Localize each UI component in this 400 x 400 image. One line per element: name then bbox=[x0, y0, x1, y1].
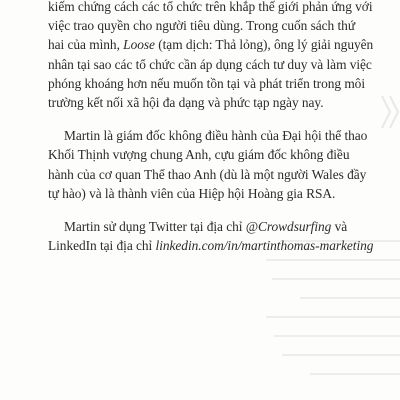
paragraph-2 bbox=[48, 126, 388, 203]
text-line: Martin sử dụng Twitter tại địa chỉ @Crowdsurfing và bbox=[64, 219, 348, 235]
paragraph-1 bbox=[48, 0, 388, 112]
linkedin-url: linkedin.com/in/martinthomas-marketing bbox=[155, 238, 374, 254]
twitter-handle: @Crowdsurfing bbox=[245, 219, 332, 235]
text-line: hành của cơ quan Thể thao Anh (dù là một người Wales đầy bbox=[48, 166, 367, 182]
text-line: LinkedIn tại địa chỉ linkedin.com/in/martinthomas-marketing bbox=[48, 238, 374, 254]
book-title-italic: Loose bbox=[123, 37, 155, 53]
body-text bbox=[48, 0, 388, 255]
show-through-lines bbox=[260, 240, 400, 400]
text-line: trường kết nối xã hội đa dạng và phức tạp ngày nay. bbox=[48, 95, 324, 111]
text-line: kiếm chứng cách các tổ chức trên khắp thế giới phản ứng với bbox=[48, 0, 373, 14]
text-line: tự hào) và là thành viên của Hiệp hội Hoàng gia RSA. bbox=[48, 185, 336, 201]
text-line: nhân tại sao các tổ chức cần áp dụng cách tư duy và làm việc bbox=[48, 56, 372, 72]
text-line: Martin là giám đốc không điều hành của Đại hội thể thao bbox=[64, 128, 368, 144]
text-line: hai của mình, Loose (tạm dịch: Thả lỏng), ông lý giải nguyên bbox=[48, 37, 374, 53]
text-line: Khối Thịnh vượng chung Anh, cựu giám đốc không điều bbox=[48, 147, 350, 163]
paragraph-3 bbox=[48, 217, 388, 255]
text-line: việc trao quyền cho người tiêu dùng. Trong cuốn sách thứ bbox=[48, 18, 356, 34]
text-line: phóng khoáng hơn nếu muốn tồn tại và phát triển trong môi bbox=[48, 75, 366, 91]
